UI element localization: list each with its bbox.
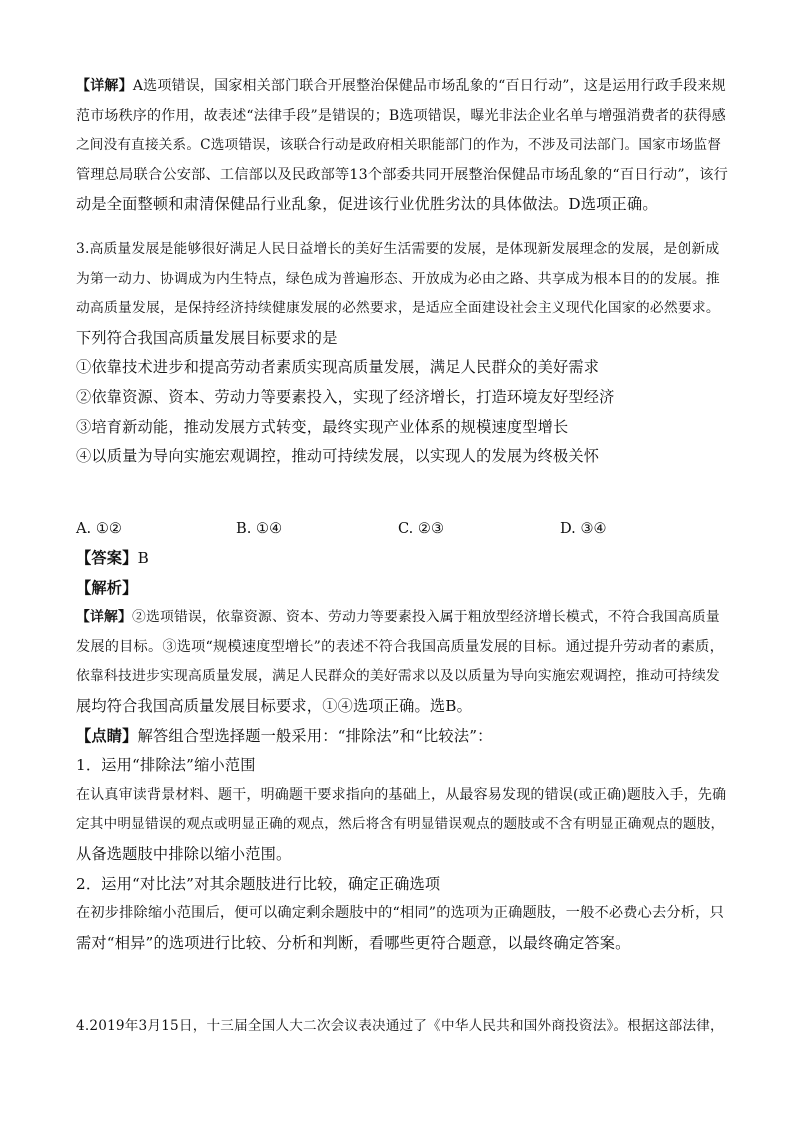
- previous-question-detail: [76, 72, 728, 220]
- detail-tag: 【详解】: [76, 78, 133, 94]
- option-d: D. ③④: [560, 520, 607, 537]
- answer-value: B: [137, 549, 149, 567]
- detail-line: 依靠科技进步实现高质量发展，满足人民群众的美好需求以及以质量为导向实施宏观调控，推动可持续发: [76, 668, 720, 685]
- tip-line: 1．运用“排除法”缩小范围: [76, 756, 256, 775]
- question-item: ③培育新动能，推动发展方式转变，最终实现产业体系的规模速度型增长: [76, 417, 569, 436]
- question-item: ①依靠技术进步和提高劳动者素质实现高质量发展，满足人民群众的美好需求: [76, 358, 600, 377]
- detail-line: 范市场秩序的作用，故表述“法律手段”是错误的；B选项错误，曝光非法企业名单与增强消费者的获得感: [76, 107, 726, 124]
- tip-line: 定其中明显错误的观点或明显正确的观点，然后将含有明显错误观点的题肢或不含有明显正确观点的题肢，: [76, 816, 725, 833]
- tip-text: 解答组合型选择题一般采用：“排除法”和“比较法”：: [137, 726, 493, 745]
- question-stem-line: 下列符合我国高质量发展目标要求的是: [76, 328, 338, 347]
- tip-line: 需对“相异”的选项进行比较、分析和判断，看哪些更符合题意，以最终确定答案。: [76, 933, 631, 952]
- answer-options: [76, 514, 728, 544]
- question-stem-line: 3.高质量发展是能够很好满足人民日益增长的美好生活需要的发展，是体现新发展理念的发展，是创新成: [76, 241, 720, 257]
- detail-line: 之间没有直接关系。C选项错误，该联合行动是政府相关职能部门的作为，不涉及司法部门。国家市场监督: [76, 137, 722, 154]
- option-c: C. ②③: [398, 520, 445, 537]
- tip-tag: 【点睛】: [76, 726, 138, 745]
- question-stem-line: 4.2019年3月15日，十三届全国人大二次会议表决通过了《中华人民共和国外商投资法》。根据这部法律，: [76, 1018, 724, 1034]
- answer-tag: 【答案】: [76, 549, 138, 567]
- question-item: ②依靠资源、资本、劳动力等要素投入，实现了经济增长，打造环境友好型经济: [76, 387, 615, 406]
- option-a: A. ①②: [76, 520, 122, 537]
- detail-line: 管理总局联合公安部、工信部以及民政部等13个部委共同开展整治保健品市场乱象的“百日行动”，该行: [76, 166, 729, 183]
- detail-line: [76, 72, 728, 102]
- question-item: ④以质量为导向实施宏观调控，推动可持续发展，以实现人的发展为终极关怀: [76, 447, 600, 466]
- detail-line: [76, 603, 728, 633]
- question-stem-line: 为第一动力、协调成为内生特点，绿色成为普遍形态、开放成为必由之路、共享成为根本目的的发展。推: [76, 270, 720, 287]
- answer-line: [76, 544, 728, 574]
- detail-text: ②选项错误，依靠资源、资本、劳动力等要素投入属于粗放型经济增长模式，不符合我国高质量: [132, 609, 720, 626]
- detail-line: 发展的目标。③选项“规模速度型增长”的表述不符合我国高质量发展的目标。通过提升劳动者的素质，: [76, 638, 724, 655]
- question-4: [76, 1012, 728, 1042]
- detail-tag: 【详解】: [76, 609, 132, 626]
- detail-line: 展均符合我国高质量发展目标要求，①④选项正确。选B。: [76, 696, 473, 715]
- option-b: B. ①④: [236, 520, 283, 537]
- detail-line: 动是全面整顿和肃清保健品行业乱象，促进该行业优胜劣汰的具体做法。D选项正确。: [76, 195, 658, 214]
- question-3: [76, 235, 728, 472]
- detail-text: A选项错误，国家相关部门联合开展整治保健品市场乱象的“百日行动”，这是运用行政手段来规: [132, 78, 726, 94]
- tip-line: 从备选题肢中排除以缩小范围。: [76, 844, 292, 863]
- analysis-tag: 【解析】: [76, 578, 138, 597]
- tip-line: 在初步排除缩小范围后，便可以确定剩余题肢中的“相同”的选项为正确题肢，一般不必费心去分析，只: [76, 905, 724, 922]
- tip-line: [76, 722, 728, 752]
- question-3-solution: [76, 544, 728, 958]
- tip-line: 在认真审读背景材料、题干，明确题干要求指向的基础上，从最容易发现的错误(或正确)题肢入手，先确: [76, 786, 727, 803]
- question-stem-line: 动高质量发展，是保持经济持续健康发展的必然要求，是适应全面建设社会主义现代化国家的必然要求。: [76, 300, 720, 317]
- tip-line: 2．运用“对比法”对其余题肢进行比较，确定正确选项: [76, 874, 441, 893]
